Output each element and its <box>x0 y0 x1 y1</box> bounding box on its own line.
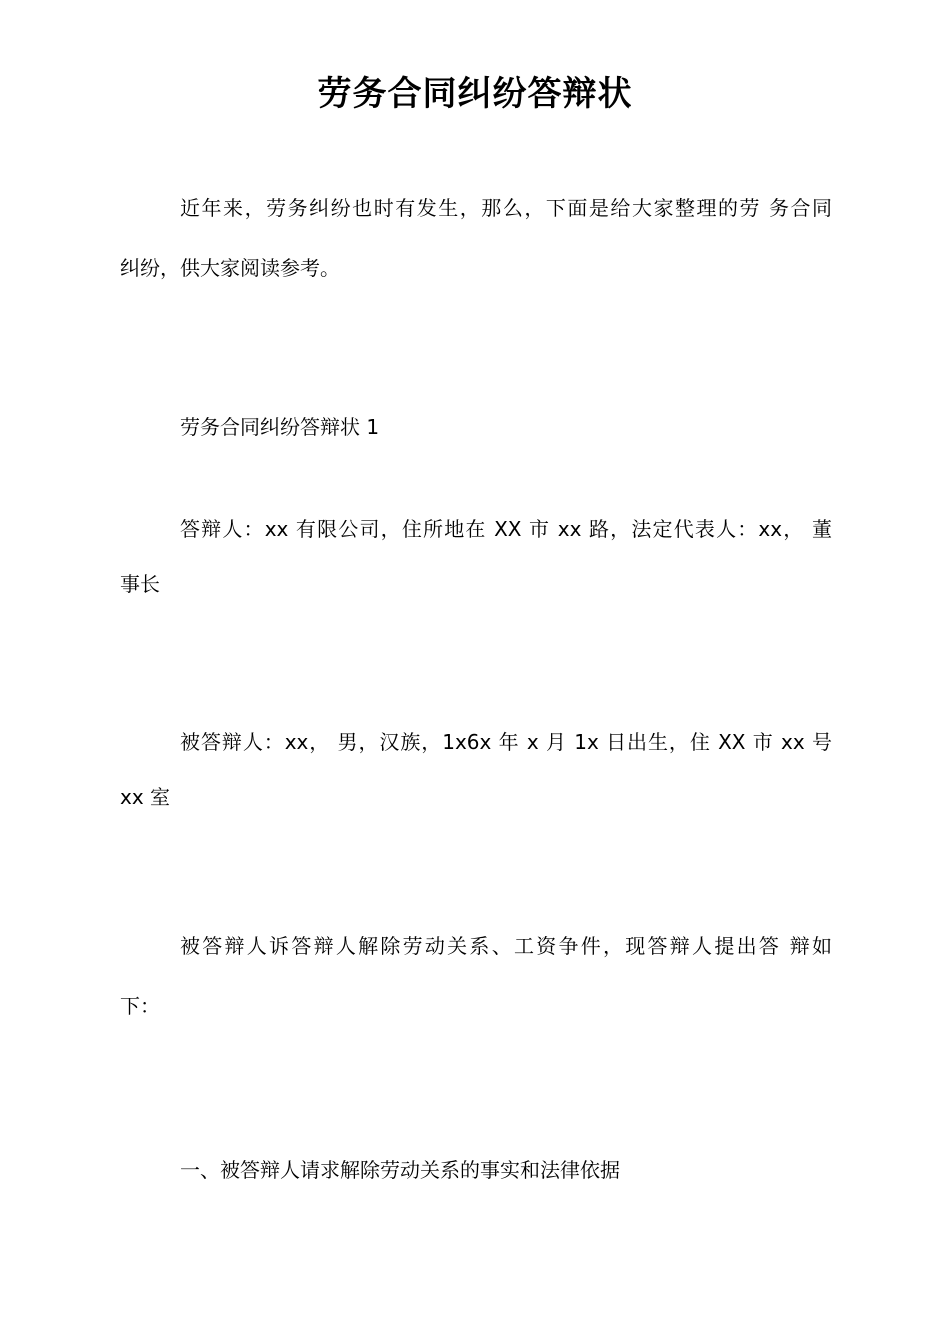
point-one-heading: 一、被答辩人请求解除劳动关系的事实和法律依据 <box>180 1158 620 1182</box>
respondent-line-2: 事长 <box>120 572 160 596</box>
statement-line-2: 下： <box>120 994 160 1018</box>
document-title: 劳务合同纠纷答辩状 <box>317 74 633 114</box>
statement-line-1: 被答辩人诉答辩人解除劳动关系、工资争件，现答辩人提出答 辩如 <box>180 934 832 958</box>
section-heading: 劳务合同纠纷答辩状 1 <box>180 415 380 439</box>
intro-line-2: 纠纷，供大家阅读参考。 <box>120 256 340 280</box>
respondent-line-1: 答辩人：xx 有限公司，住所地在 XX 市 xx 路，法定代表人：xx， 董 <box>180 517 832 541</box>
claimant-line-1: 被答辩人：xx， 男，汉族，1x6x 年 x 月 1x 日出生，住 XX 市 xx 号 <box>180 730 832 754</box>
intro-line-1: 近年来，劳务纠纷也时有发生，那么，下面是给大家整理的劳 务合同 <box>180 196 832 220</box>
claimant-line-2: xx 室 <box>120 785 171 809</box>
